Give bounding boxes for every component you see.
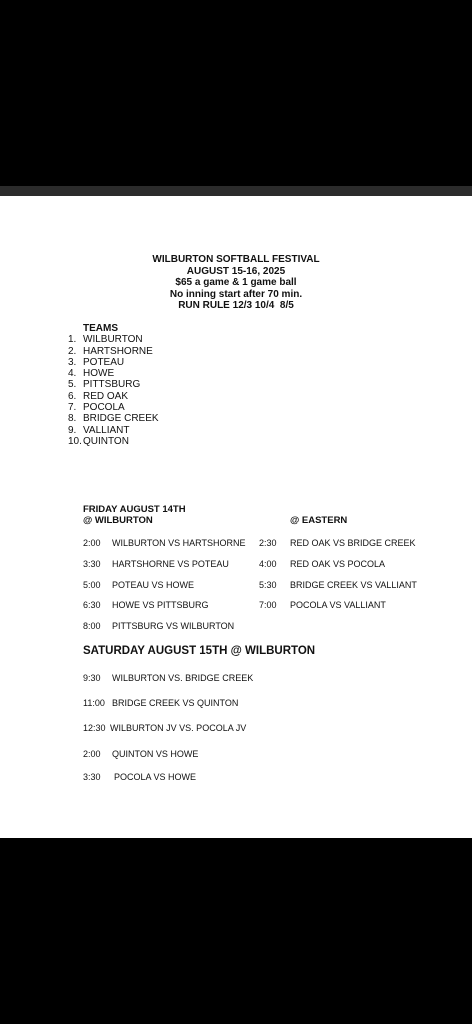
- game-matchup: QUINTON VS HOWE: [112, 749, 199, 759]
- list-item: [68, 368, 159, 379]
- team-number: 4.: [68, 368, 77, 380]
- table-row: [83, 673, 253, 683]
- team-number: 10.: [68, 435, 82, 447]
- game-time: 6:30: [83, 600, 101, 610]
- game-time: 9:30: [83, 673, 101, 683]
- team-name: WILBURTON: [83, 334, 143, 346]
- document-header: [0, 254, 472, 312]
- team-number: 5.: [68, 379, 77, 391]
- table-row: [259, 600, 386, 610]
- table-row: [83, 698, 238, 708]
- team-name: HARTSHORNE: [83, 345, 153, 357]
- list-item: [68, 334, 159, 345]
- game-matchup: WILBURTON VS. BRIDGE CREEK: [112, 673, 254, 683]
- document-page: [0, 196, 472, 838]
- list-item: [68, 413, 159, 424]
- game-time: 8:00: [83, 621, 101, 631]
- inning-rule: No inning start after 70 min.: [169, 288, 303, 300]
- game-time: 5:00: [83, 580, 101, 590]
- team-number: 9.: [68, 424, 77, 436]
- list-item: [68, 346, 159, 357]
- festival-title: WILBURTON SOFTBALL FESTIVAL: [152, 254, 320, 265]
- team-number: 7.: [68, 402, 77, 414]
- friday-title: FRIDAY AUGUST 14TH: [83, 504, 186, 515]
- game-matchup: WILBURTON JV VS. POCOLA JV: [110, 723, 247, 733]
- team-name: VALLIANT: [83, 424, 130, 436]
- team-number: 3.: [68, 356, 77, 368]
- list-item: [68, 391, 159, 402]
- team-name: BRIDGE CREEK: [83, 413, 159, 425]
- game-time: 3:30: [83, 559, 101, 569]
- table-row: [83, 772, 196, 782]
- table-row: [83, 600, 209, 610]
- team-name: POTEAU: [83, 356, 125, 368]
- game-time: 2:00: [83, 538, 101, 548]
- friday-wilburton-label: @ WILBURTON: [83, 515, 153, 526]
- top-divider-bar: [0, 186, 472, 196]
- game-matchup: PITTSBURG VS WILBURTON: [112, 621, 235, 631]
- table-row: [83, 749, 198, 759]
- table-row: [259, 538, 416, 548]
- team-number: 8.: [68, 413, 77, 425]
- game-time: 11:00: [83, 698, 105, 708]
- team-name: PITTSBURG: [83, 379, 141, 391]
- price-line: $65 a game & 1 game ball: [175, 277, 297, 288]
- game-matchup: RED OAK VS BRIDGE CREEK: [290, 538, 416, 548]
- game-time: 5:30: [259, 580, 277, 590]
- game-matchup: BRIDGE CREEK VS VALLIANT: [290, 580, 417, 590]
- friday-eastern-label: @ EASTERN: [290, 515, 348, 526]
- list-item: [68, 402, 159, 413]
- game-matchup: POCOLA VS HOWE: [114, 772, 197, 782]
- game-matchup: POCOLA VS VALLIANT: [290, 600, 386, 610]
- game-time: 12:30: [83, 723, 106, 733]
- team-number: 2.: [68, 345, 77, 357]
- run-rule: RUN RULE 12/3 10/4 8/5: [178, 300, 294, 311]
- list-item: [68, 425, 159, 436]
- table-row: [83, 538, 246, 548]
- list-item: [68, 436, 159, 447]
- game-matchup: WILBURTON VS HARTSHORNE: [112, 538, 246, 548]
- game-matchup: HARTSHORNE VS POTEAU: [112, 559, 229, 569]
- table-row: [259, 559, 385, 569]
- team-name: QUINTON: [83, 435, 129, 447]
- team-name: RED OAK: [83, 390, 129, 402]
- teams-title: TEAMS: [83, 323, 118, 334]
- table-row: [83, 580, 194, 590]
- list-item: [68, 357, 159, 368]
- game-time: 2:00: [83, 749, 101, 759]
- game-matchup: RED OAK VS POCOLA: [290, 559, 386, 569]
- festival-dates: AUGUST 15-16, 2025: [186, 265, 286, 277]
- team-number: 6.: [68, 390, 77, 402]
- game-matchup: HOWE VS PITTSBURG: [112, 600, 209, 610]
- team-name: POCOLA: [83, 402, 125, 414]
- game-time: 2:30: [259, 538, 277, 548]
- table-row: [259, 580, 417, 590]
- table-row: [83, 621, 234, 631]
- saturday-title: SATURDAY AUGUST 15TH @ WILBURTON: [83, 645, 316, 657]
- game-matchup: POTEAU VS HOWE: [112, 580, 195, 590]
- game-time: 4:00: [259, 559, 277, 569]
- table-row: [83, 723, 246, 733]
- game-matchup: BRIDGE CREEK VS QUINTON: [112, 698, 239, 708]
- team-number: 1.: [68, 334, 77, 346]
- game-time: 7:00: [259, 600, 277, 610]
- teams-list: [68, 323, 159, 447]
- game-time: 3:30: [83, 772, 101, 782]
- team-name: HOWE: [83, 368, 115, 380]
- table-row: [83, 559, 229, 569]
- list-item: [68, 379, 159, 390]
